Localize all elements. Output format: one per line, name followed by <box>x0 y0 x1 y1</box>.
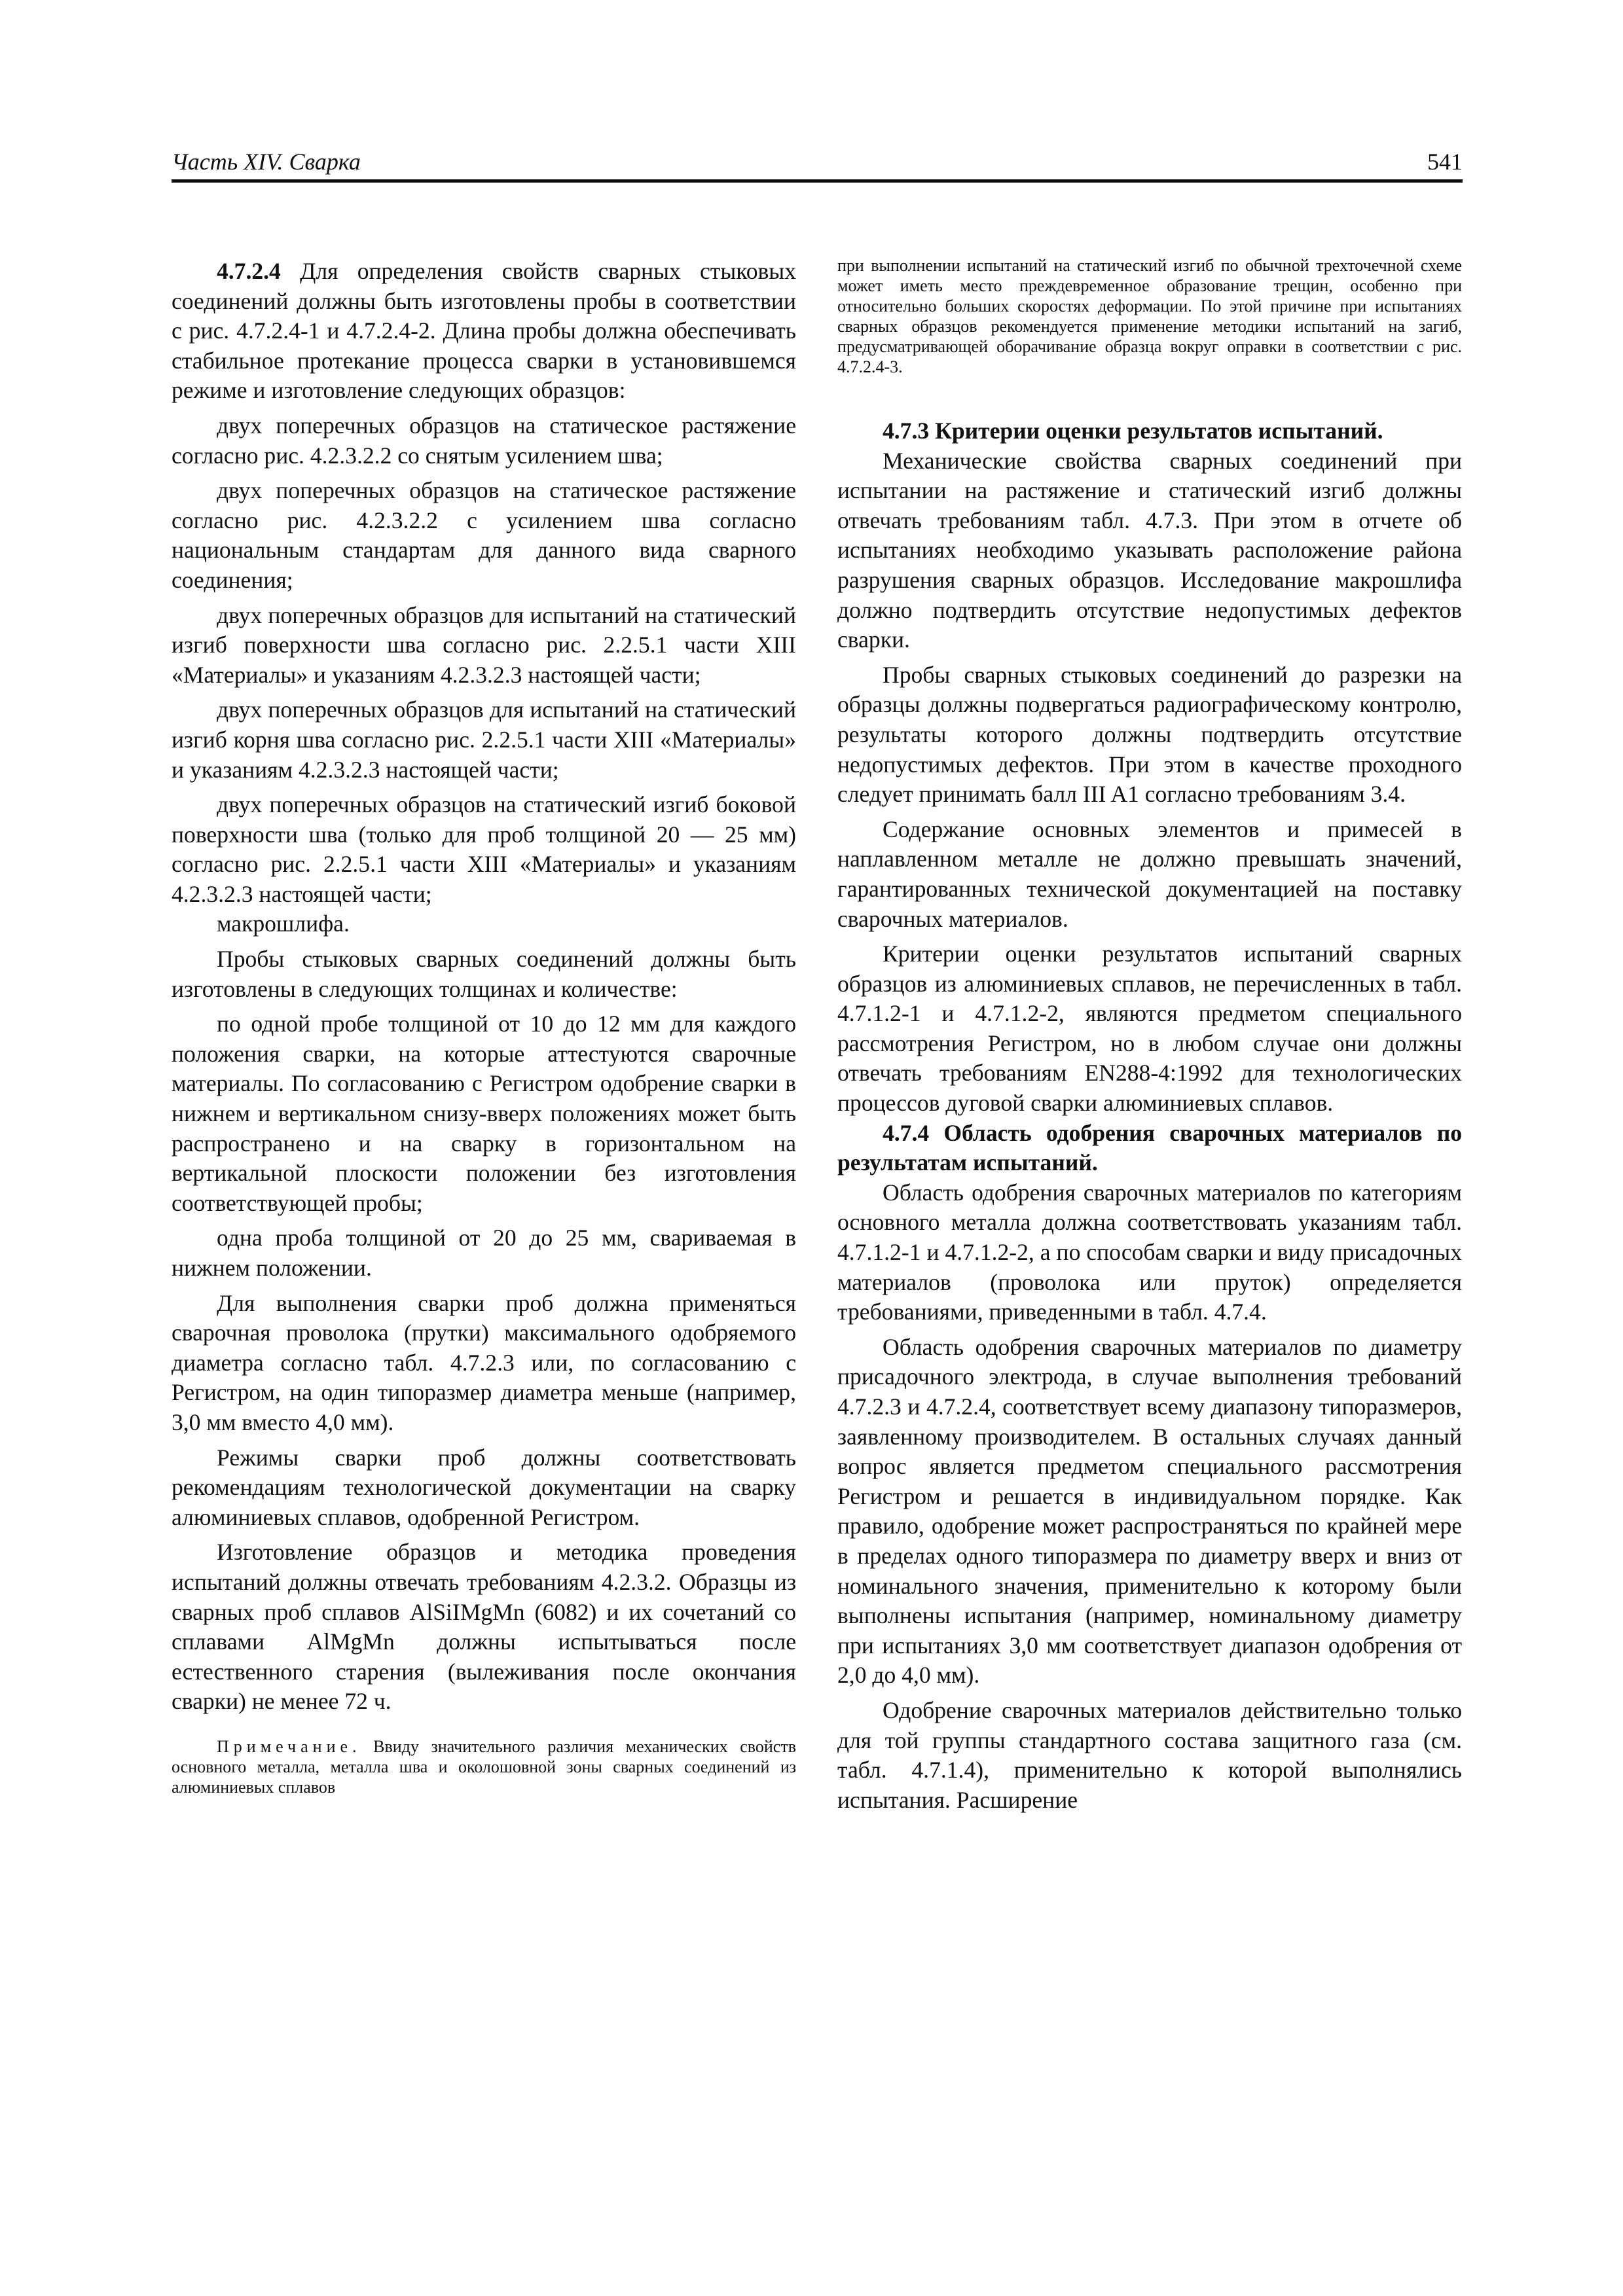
list-item: по одной пробе толщиной от 10 до 12 мм для каждого положения сварки, на которые аттестуются сварочные материалы. По согласованию с Регистром одобрение сварки в нижнем и вертикальном снизу-вверх положениях может быть распространено и на сварку в горизонтальном на вертикальной плоскости положении без изготовления соответствующей пробы; <box>172 1011 796 1216</box>
paragraph: Режимы сварки проб должны соответствовать рекомендациям технологической документации на сварку алюминиевых сплавов, одобренной Регистром. <box>172 1444 796 1530</box>
section-heading-4-7-3: 4.7.3 Критерии оценки результатов испытаний. <box>883 418 1383 444</box>
section-heading-4-7-4: 4.7.4 Область одобрения сварочных материалов по результатам испытаний. <box>837 1119 1462 1176</box>
left-column <box>172 257 796 1797</box>
paragraph: Изготовление образцов и методика проведения испытаний должны отвечать требованиям 4.2.3.2. Образцы из сварных проб сплавов AlSiIMgMn (6082) и их сочетаний со сплавами AlMgMn должны испытываться после естественного старения (вылеживания после окончания сварки) не менее 72 ч. <box>172 1539 796 1715</box>
list-item: двух поперечных образцов для испытаний на статический изгиб корня шва согласно рис. 2.2.5.1 части XIII «Материалы» и указаниям 4.2.3.2.3 настоящей части; <box>172 696 796 783</box>
list-item: двух поперечных образцов на статический изгиб боковой поверхности шва (только для проб толщиной 20 — 25 мм) согласно рис. 2.2.5.1 части XIII «Материалы» и указаниям 4.2.3.2.3 настоящей части; <box>172 791 796 907</box>
paragraph-4-7-2-4: 4.7.2.4 Для определения свойств сварных стыковых соединений должны быть изготовлены пробы в соответствии с рис. 4.7.2.4-1 и 4.7.2.4-2. Длина пробы должна обеспечивать стабильное протекание процесса сварки в установившемся режиме и изготовление следующих образцов: <box>172 258 796 404</box>
page-header <box>172 145 1463 183</box>
note-label: Примечание. <box>217 1736 361 1756</box>
paragraph: Критерии оценки результатов испытаний сварных образцов из алюминиевых сплавов, не перечисленных в табл. 4.7.1.2-1 и 4.7.1.2-2, являются предметом специального рассмотрения Регистром, но в любом случае они должны отвечать требованиям EN288-4:1992 для технологических процессов дуговой сварки алюминиевых сплавов. <box>837 941 1462 1117</box>
note-start: Примечание. Ввиду значительного различия механических свойств основного металла, металла шва и околошовной зоны сварных соединений из алюминиевых сплавов <box>172 1736 796 1797</box>
list-item: одна проба толщиной от 20 до 25 мм, свариваемая в нижнем положении. <box>172 1225 796 1281</box>
page-number: 541 <box>1427 149 1463 175</box>
right-column <box>837 255 1462 1815</box>
note-continuation: при выполнении испытаний на статический изгиб по обычной трехточечной схеме может иметь место преждевременное образование трещин, особенно при относительно больших скоростях деформации. По этой причине при испытаниях сварных образцов рекомендуется применение методики испытаний на загиб, предусматривающей оборачивание образца вокруг оправки в соответствии с рис. 4.7.2.4-3. <box>837 256 1462 376</box>
list-item: двух поперечных образцов для испытаний на статический изгиб поверхности шва согласно рис. 2.2.5.1 части XIII «Материалы» и указаниям 4.2.3.2.3 настоящей части; <box>172 601 796 688</box>
paragraph: Для выполнения сварки проб должна применяться сварочная проволока (прутки) максимального одобряемого диаметра согласно табл. 4.7.2.3 или, по согласованию с Регистром, на один типоразмер диаметра меньше (например, 3,0 мм вместо 4,0 мм). <box>172 1289 796 1435</box>
paragraph: Область одобрения сварочных материалов по диаметру присадочного электрода, в случае выполнения требований 4.7.2.3 и 4.7.2.4, соответствует всему диапазону типоразмеров, заявленному производителем. В остальных случаях данный вопрос является предметом специального рассмотрения Регистром и решается в индивидуальном порядке. Как правило, одобрение может распространяться по крайней мере в пределах одного типоразмера по диаметру вверх и вниз от номинального значения, применительно к которому были выполнены испытания (например, номинальному диаметру при испытаниях 3,0 мм соответствует диапазон одобрения от 2,0 до 4,0 мм). <box>837 1333 1462 1689</box>
paragraph: Пробы стыковых сварных соединений должны быть изготовлены в следующих толщинах и количестве: <box>172 946 796 1002</box>
paragraph: Одобрение сварочных материалов действительно только для той группы стандартного состава защитного газа (см. табл. 4.7.1.4), применительно к которой выполнялись испытания. Расширение <box>837 1696 1462 1813</box>
paragraph: Пробы сварных стыковых соединений до разрезки на образцы должны подвергаться радиографическому контролю, результаты которого должны подтвердить отсутствие недопустимых дефектов. При этом в качестве проходного следует принимать балл III A1 согласно требованиям 3.4. <box>837 661 1462 808</box>
paragraph: Область одобрения сварочных материалов по категориям основного металла должна соответствовать указаниям табл. 4.7.1.2-1 и 4.7.1.2-2, а по способам сварки и виду присадочных материалов (проволока или пруток) определяется требованиями, приведенными в табл. 4.7.4. <box>837 1179 1462 1325</box>
list-item: двух поперечных образцов на статическое растяжение согласно рис. 4.2.3.2.2 с усилением шва согласно национальным стандартам для данного вида сварного соединения; <box>172 477 796 593</box>
list-item: двух поперечных образцов на статическое растяжение согласно рис. 4.2.3.2.2 со снятым усилением шва; <box>172 412 796 469</box>
running-title: Часть XIV. Сварка <box>172 149 361 175</box>
paragraph: Содержание основных элементов и примесей в наплавленном металле не должно превышать значений, гарантированных технической документацией на поставку сварочных материалов. <box>837 816 1462 932</box>
section-number: 4.7.2.4 <box>217 258 281 284</box>
list-item: макрошлифа. <box>217 910 350 937</box>
paragraph: Механические свойства сварных соединений при испытании на растяжение и статический изгиб должны отвечать требованиям табл. 4.7.3. При этом в отчете об испытаниях необходимо указывать расположение района разрушения сварных образцов. Исследование макрошлифа должно подтвердить отсутствие недопустимых дефектов сварки. <box>837 447 1462 653</box>
